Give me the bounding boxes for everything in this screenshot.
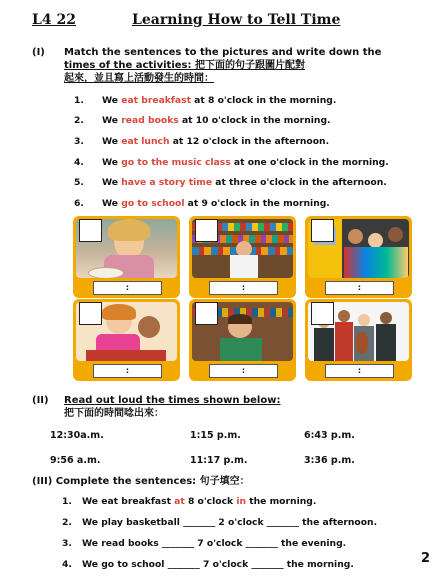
section-2-line-2: 把下面的時間唸出來： [64,408,164,419]
lesson-code: L4 22 [32,12,76,28]
section-2-instructions [32,394,432,420]
time-label[interactable]: : [209,281,278,295]
girl-eating-picture [73,216,180,298]
answer-box[interactable] [195,219,218,242]
time-item: 3:36 p.m. [304,455,355,466]
section-1-instructions [32,46,432,85]
time-label[interactable]: : [93,364,162,378]
list-item: 5. We have a story time at three o'clock in the afternoon. [74,177,387,188]
fill-in-sentence[interactable]: 2. We play basketball _______ 2 o'clock _______ the afternoon. [62,517,378,528]
section-1-line-1: Match the sentences to the pictures and write down the [64,47,382,58]
list-item: 3. We eat lunch at 12 o'clock in the afternoon. [74,136,330,147]
answer-box[interactable] [79,302,102,325]
section-1-number: (I) [32,47,45,58]
section-3-title: (III) Complete the sentences: 句子填空： [32,476,250,487]
music-class-picture [305,299,412,381]
cartoon-kids-lunch-picture [73,299,180,381]
list-item: 6. We go to school at 9 o'clock in the morning. [74,198,330,209]
time-label[interactable]: : [325,364,394,378]
time-item: 11:17 p.m. [190,455,248,466]
section-2-number: (II) [32,395,49,406]
page-title: Learning How to Tell Time [132,12,341,28]
activity-text: go to school [121,198,185,209]
section-2-line-1: Read out loud the times shown below: [64,395,281,406]
time-label[interactable]: : [93,281,162,295]
activity-text: have a story time [121,177,213,188]
time-item: 12:30a.m. [50,430,104,441]
list-item: 4. We go to the music class at one o'clock in the morning. [74,157,389,168]
reading-library-picture [189,216,296,298]
time-item: 1:15 p.m. [190,430,241,441]
section-1-line-3: 起來，並且寫上活動發生的時間： [64,73,214,84]
page-number: 2 [420,551,430,566]
answer-box[interactable] [311,219,334,242]
time-item: 9:56 a.m. [50,455,101,466]
activity-text: go to the music class [121,157,231,168]
list-item: 1. We eat breakfast at 8 o'clock in the morning. [74,95,337,106]
activity-text: eat breakfast [121,95,191,106]
activity-text: read books [121,115,179,126]
fill-in-sentence[interactable]: 3. We read books _______ 7 o'clock _______ the evening. [62,538,347,549]
activity-text: eat lunch [121,136,170,147]
list-item: 2. We read books at 10 o'clock in the morning. [74,115,331,126]
answer-box[interactable] [195,302,218,325]
boy-reading-book-picture [189,299,296,381]
fill-in-sentence: 1. We eat breakfast at 8 o'clock in the morning. [62,496,317,507]
time-label[interactable]: : [209,364,278,378]
fill-in-sentence[interactable]: 4. We go to school _______ 7 o'clock _______ the morning. [62,559,354,570]
answer-box[interactable] [311,302,334,325]
answer-box[interactable] [79,219,102,242]
time-item: 6:43 p.m. [304,430,355,441]
kids-school-bus-picture [305,216,412,298]
section-1-line-2: times of the activities: 把下面的句子跟圖片配對 [64,60,305,71]
time-label[interactable]: : [325,281,394,295]
